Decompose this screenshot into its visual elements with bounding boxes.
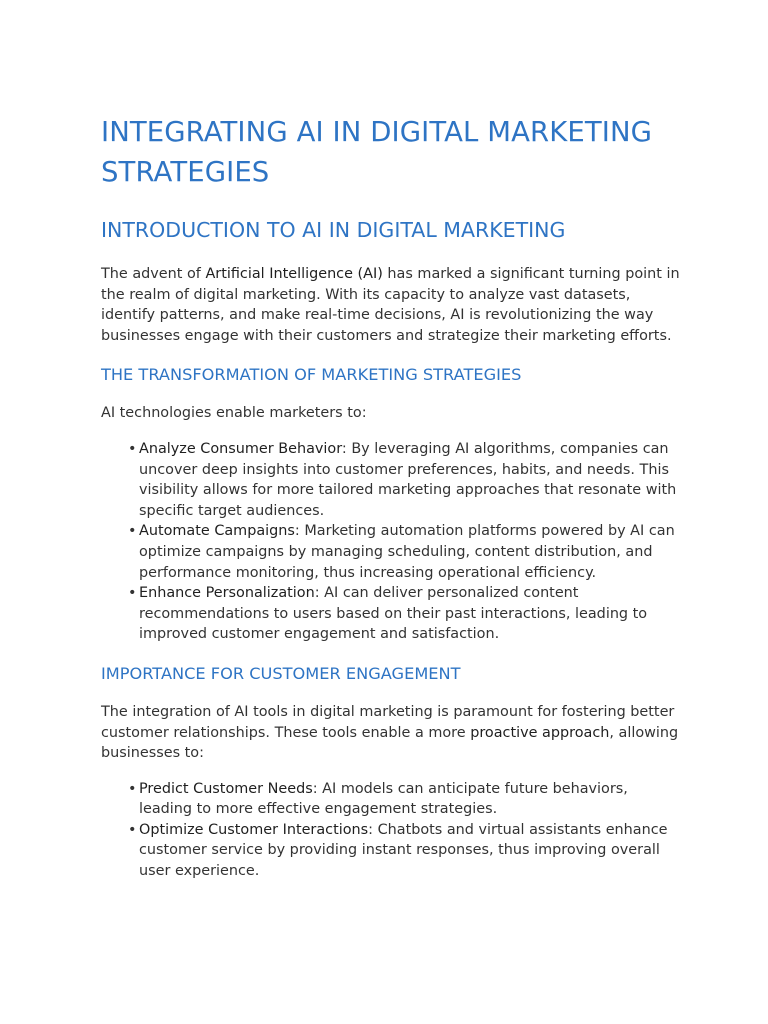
document-body [101,112,681,882]
list-item-term: Predict Customer Needs [139,780,313,797]
list-item [128,521,681,583]
transformation-list [101,439,681,645]
list-item-text: : AI can deliver personalized content recommendations to users based on their past interactions, leading to improved customer engagement and satisfaction. [139,585,648,643]
list-item-term: Automate Campaigns [139,523,295,540]
intro-text-after: has marked a significant turning point in the realm of digital marketing. With its capacity to analyze vast datasets, identify patterns, and make real-time decisions, AI is revolutionizing the way businesses engage with their customers and strategize their marketing efforts. [101,266,680,344]
bullet: • [128,440,137,457]
list-item [128,779,681,820]
importance-text-after: , allowing businesses to: [101,724,679,762]
list-item-text: : Marketing automation platforms powered by AI can optimize campaigns by managing scheduling, content distribution, and performance monitoring, thus increasing operational efficiency. [139,523,675,581]
bullet: • [128,780,137,797]
list-item-text: : AI models can anticipate future behaviors, leading to more effective engagement strategies. [139,780,628,818]
list-item [128,583,681,645]
intro-paragraph [101,264,681,346]
list-item-term: Optimize Customer Interactions [139,821,369,838]
list-item-text: : By leveraging AI algorithms, companies can uncover deep insights into customer preferences, habits, and needs. This visibility allows for more tailored marketing approaches that resonate with specific target audiences. [139,440,677,519]
importance-list [101,779,681,882]
section-heading-introduction: INTRODUCTION TO AI IN DIGITAL MARKETING [101,218,566,242]
bullet: • [128,523,137,540]
document-title: INTEGRATING AI IN DIGITAL MARKETING STRATEGIES [101,116,653,188]
list-item [128,820,681,882]
importance-term-proactive: proactive approach [470,724,610,741]
bullet: • [128,585,137,602]
subheading-transformation: THE TRANSFORMATION OF MARKETING STRATEGIES [101,365,522,385]
list-item-text: : Chatbots and virtual assistants enhance customer service by providing instant responses, thus improving overall user experience. [139,821,668,880]
importance-text-before: The integration of AI tools in digital marketing is paramount for fostering better customer relationships. These tools enable a more [101,703,675,741]
transformation-lead: AI technologies enable marketers to: [101,405,367,422]
importance-lead [101,702,681,764]
intro-text-before: The advent of [101,266,206,282]
list-item-term: Enhance Personalization [139,585,315,602]
bullet: • [128,821,137,838]
list-item [128,439,681,521]
intro-term-ai: Artificial Intelligence (AI) [205,266,383,282]
list-item-term: Analyze Consumer Behavior [139,440,342,457]
subheading-importance: IMPORTANCE FOR CUSTOMER ENGAGEMENT [101,663,461,683]
